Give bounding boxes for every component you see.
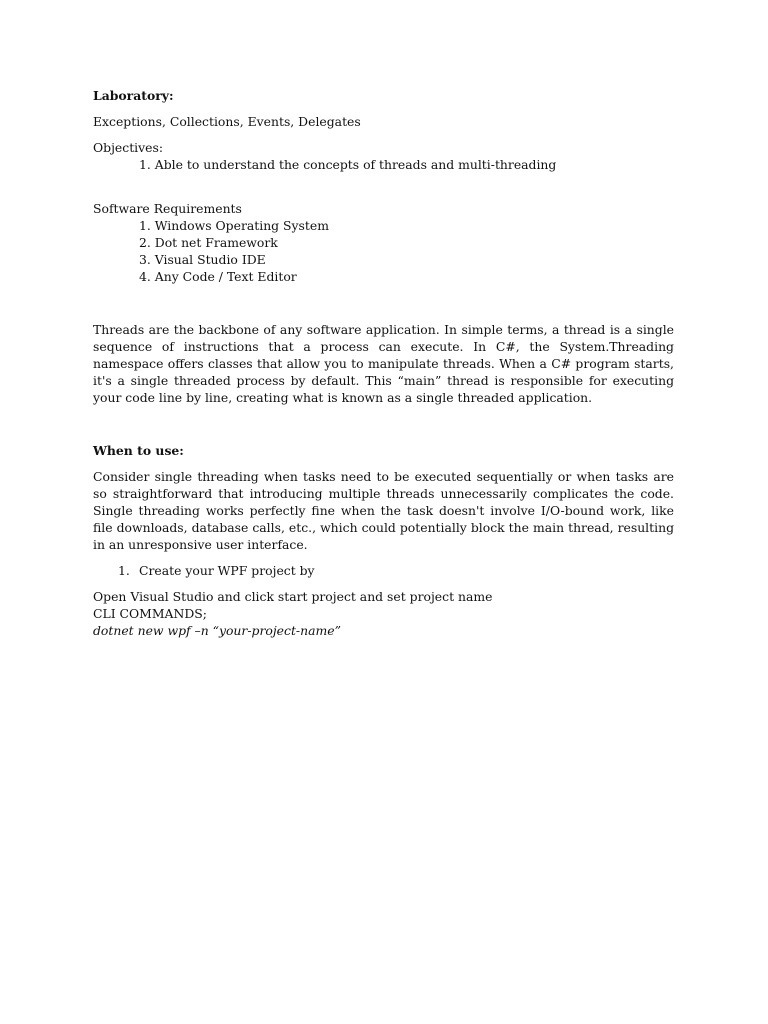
software-item-4: 4. Any Code / Text Editor (139, 269, 297, 284)
when-to-use-heading: When to use: (93, 443, 184, 458)
objective-item-1: 1. Able to understand the concepts of threads and multi-threading (139, 157, 557, 172)
topics-line: Exceptions, Collections, Events, Delegates (93, 114, 361, 129)
objectives-label: Objectives: (93, 140, 164, 155)
intro-paragraph: Threads are the backbone of any software application. In simple terms, a thread is a single sequence of instructions that a process can execute. In C#, the System.Threading namespace offers classes that allow you to manipulate threads. When a C# program starts, it's a single threaded process by default. This “main” thread is responsible for executing your code line by line, creating what is known as a single threaded application. (93, 322, 674, 405)
step-1-number: 1. (118, 563, 130, 578)
software-item-3: 3. Visual Studio IDE (139, 252, 266, 267)
step-1-text: Create your WPF project by (139, 563, 315, 578)
step-1 (118, 562, 674, 579)
cli-commands-label: CLI COMMANDS; (93, 606, 207, 621)
when-to-use-paragraph: Consider single threading when tasks need to be executed sequentially or when tasks are so straightforward that introducing multiple threads unnecessarily complicates the code. Single threading works perfectly fine when the task doesn't involve I/O-bound work, like file downloads, database calls, etc., which could potentially block the main thread, resulting in an unresponsive user interface. (93, 469, 674, 552)
cli-command: dotnet new wpf –n “your-project-name” (93, 623, 341, 638)
software-item-1: 1. Windows Operating System (139, 218, 329, 233)
open-visual-studio-line: Open Visual Studio and click start project and set project name (93, 589, 493, 604)
software-label: Software Requirements (93, 201, 242, 216)
document-content (93, 87, 674, 639)
software-item-2: 2. Dot net Framework (139, 235, 278, 250)
lab-heading: Laboratory: (93, 88, 174, 103)
